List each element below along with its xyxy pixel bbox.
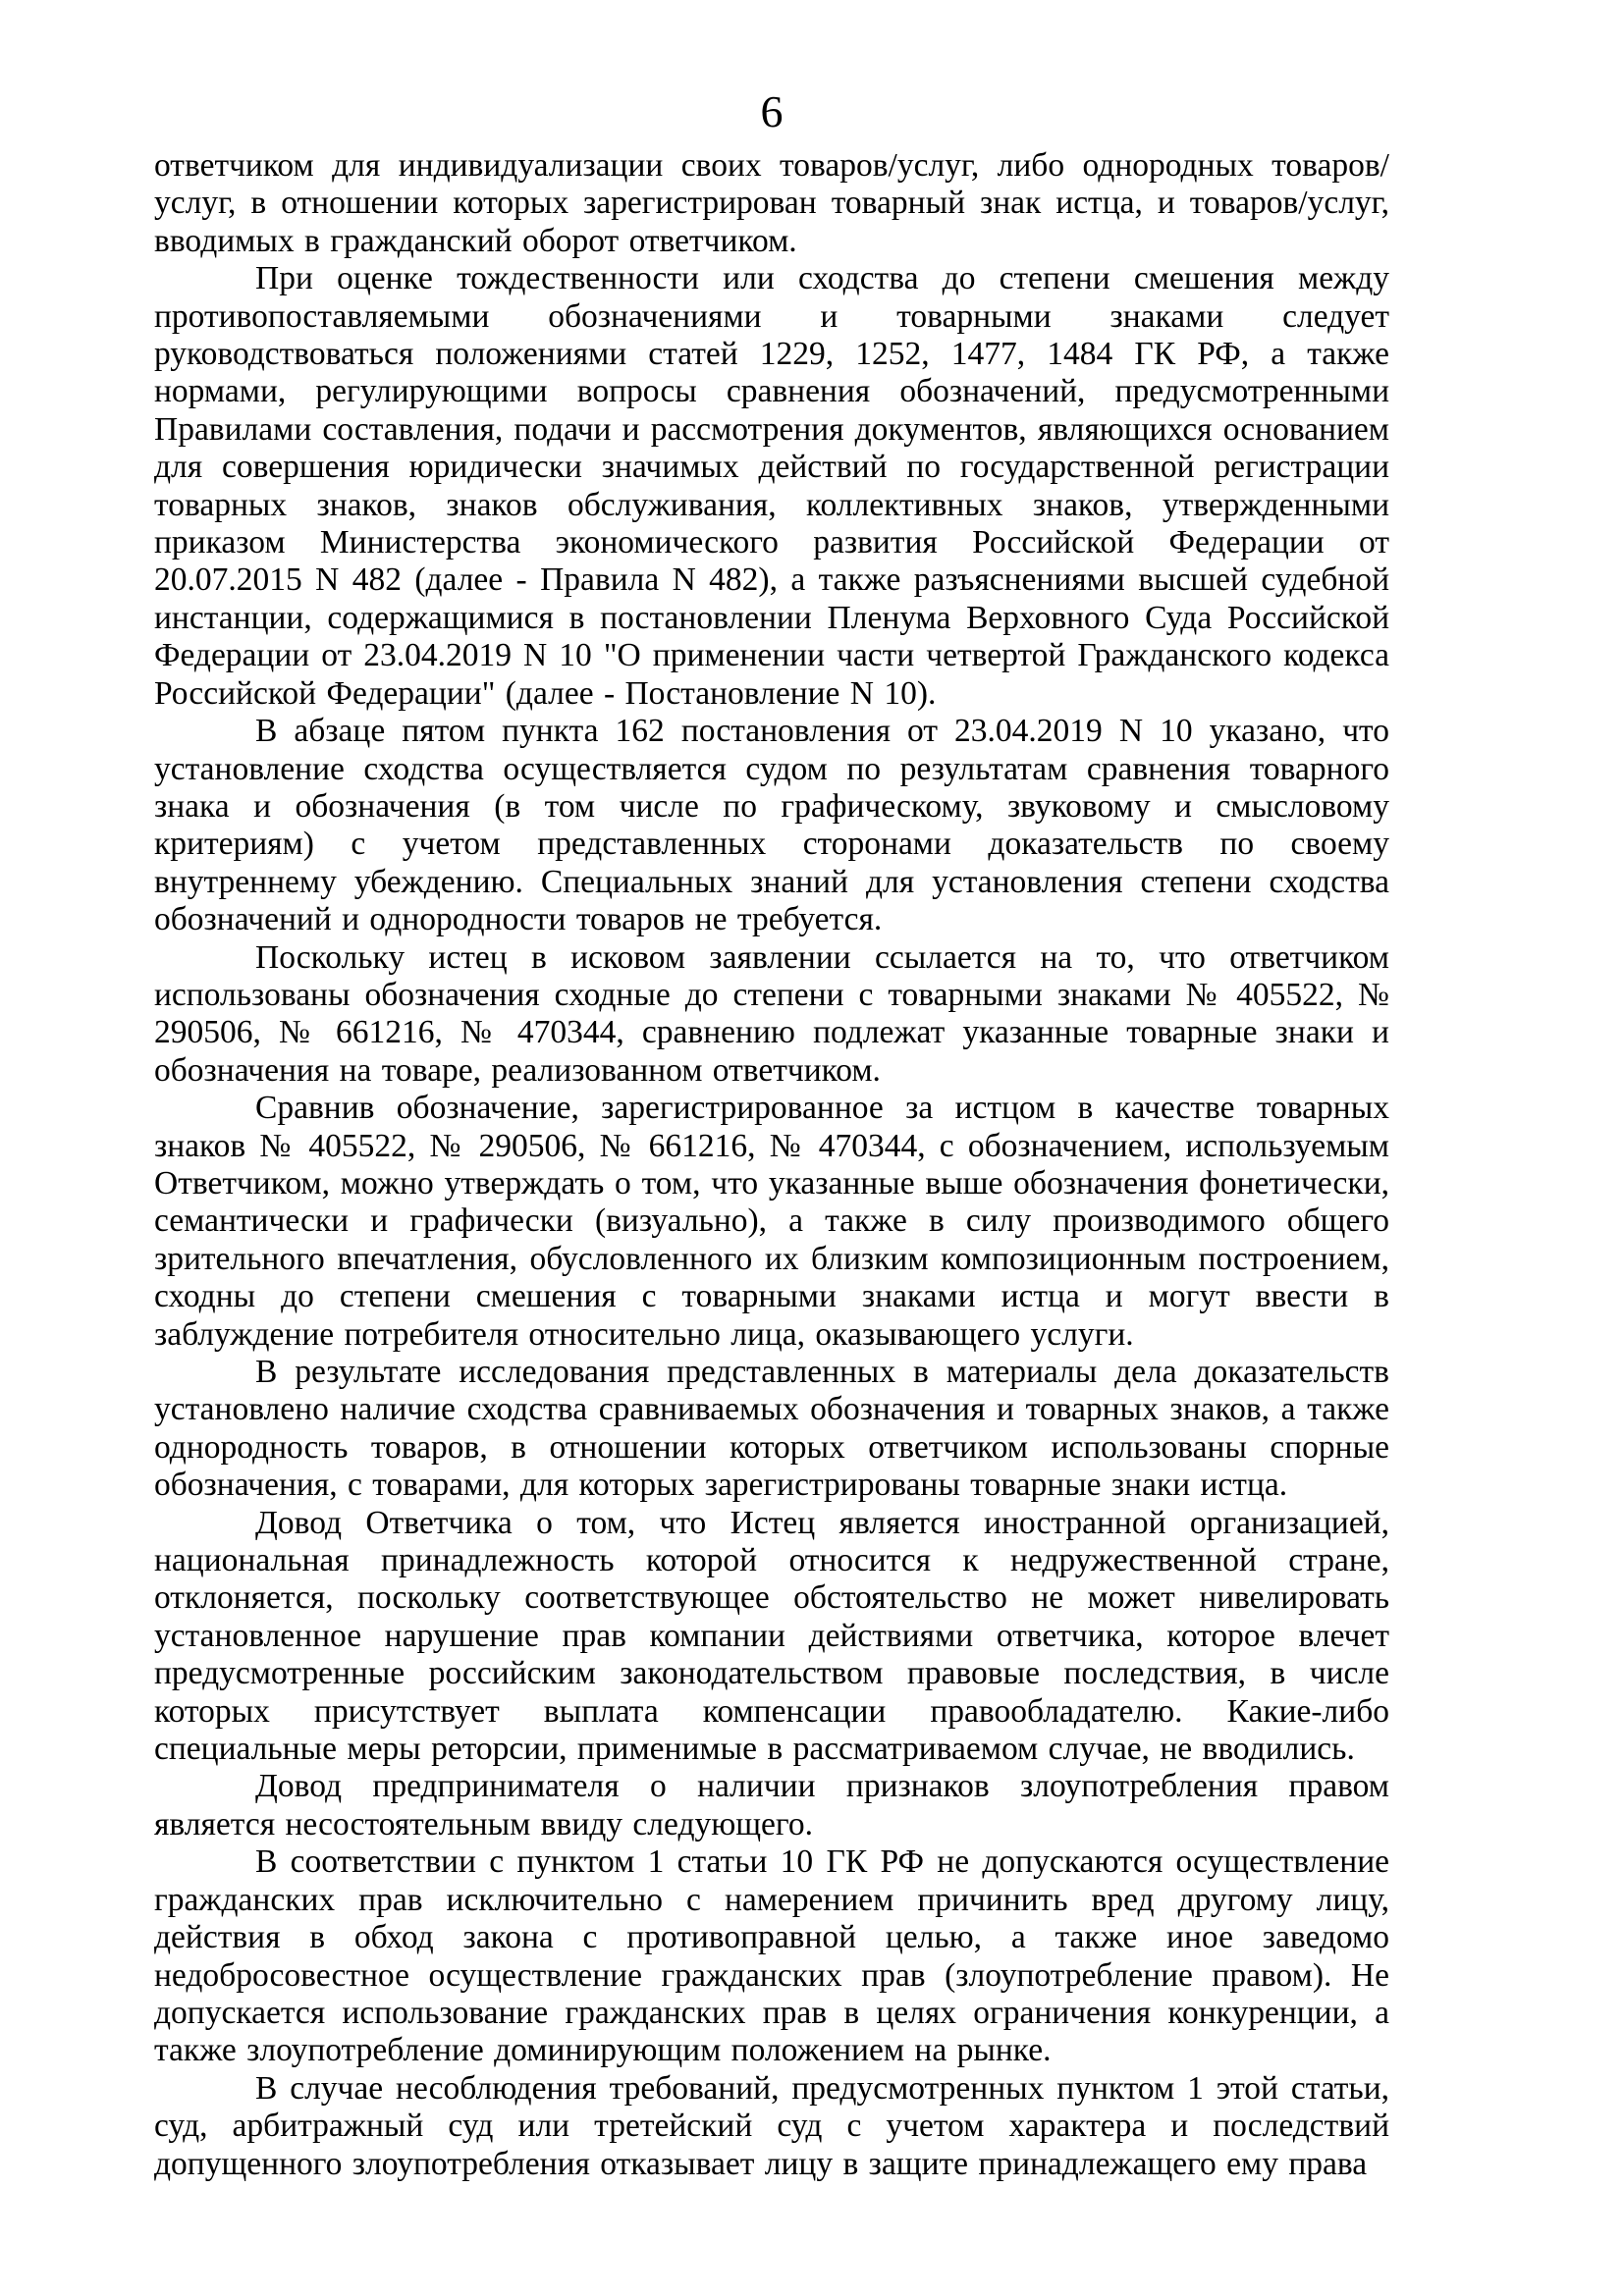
paragraph: В результате исследования представленных в материалы дела доказательств установлено наличие сходства сравниваемых обозначения и товарных знаков, а также однородность товаров, в отношении которых ответчиком использованы спорные обозначения, с товарами, для которых зарегистрированы товарные знаки истца. xyxy=(154,1354,1389,1504)
paragraph: Довод Ответчика о том, что Истец является иностранной организацией, национальная принадлежность которой относится к недружественной стране, отклоняется, поскольку соответствующее обстоятельство не может нивелировать установленное нарушение прав компании действиями ответчика, которое влечет предусмотренные российским законодательством правовые последствия, в числе которых присутствует выплата компенсации правообладателю. Какие-либо специальные меры реторсии, применимые в рассматриваемом случае, не вводились. xyxy=(154,1504,1389,1768)
page-number: 6 xyxy=(760,86,784,136)
paragraph: Довод предпринимателя о наличии признаков злоупотребления правом является несостоятельным ввиду следующего. xyxy=(154,1768,1389,1842)
paragraph: Сравнив обозначение, зарегистрированное за истцом в качестве товарных знаков № 405522, № 290506, № 661216, № 470344, с обозначением, используемым Ответчиком, можно утверждать о том, что указанные выше обозначения фонетически, семантически и графически (визуально), а также в силу производимого общего зрительного впечатления, обусловленного их близким композиционным построением, сходны до степени смешения с товарными знаками истца и могут ввести в заблуждение потребителя относительно лица, оказывающего услуги. xyxy=(154,1090,1389,1353)
paragraph: В соответствии с пунктом 1 статьи 10 ГК РФ не допускаются осуществление гражданских прав исключительно с намерением причинить вред другому лицу, действия в обход закона с противоправной целью, а также иное заведомо недобросовестное осуществление гражданских прав (злоупотребление правом). Не допускается использование гражданских прав в целях ограничения конкуренции, а также злоупотребление доминирующим положением на рынке. xyxy=(154,1843,1389,2069)
paragraph: ответчиком для индивидуализации своих товаров/услуг, либо однородных товаров/услуг, в отношении которых зарегистрирован товарный знак истца, и товаров/услуг, вводимых в гражданский оборот ответчиком. xyxy=(154,147,1389,259)
paragraph: В случае несоблюдения требований, предусмотренных пунктом 1 этой статьи, суд, арбитражный суд или третейский суд с учетом характера и последствий допущенного злоупотребления отказывает лицу в защите принадлежащего ему права xyxy=(154,2069,1389,2182)
paragraph: При оценке тождественности или сходства до степени смешения между противопоставляемыми обозначениями и товарными знаками следует руководствоваться положениями статей 1229, 1252, 1477, 1484 ГК РФ, а также нормами, регулирующими вопросы сравнения обозначений, предусмотренными Правилами составления, подачи и рассмотрения документов, являющихся основанием для совершения юридически значимых действий по государственной регистрации товарных знаков, знаков обслуживания, коллективных знаков, утвержденными приказом Министерства экономического развития Российской Федерации от 20.07.2015 N 482 (далее - Правила N 482), а также разъяснениями высшей судебной инстанции, содержащимися в постановлении Пленума Верховного Суда Российской Федерации от 23.04.2019 N 10 "О применении части четвертой Гражданского кодекса Российской Федерации" (далее - Постановление N 10). xyxy=(154,260,1389,712)
paragraph: Поскольку истец в исковом заявлении ссылается на то, что ответчиком использованы обозначения сходные до степени с товарными знаками № 405522, № 290506, № 661216, № 470344, сравнению подлежат указанные товарные знаки и обозначения на товаре, реализованном ответчиком. xyxy=(154,938,1389,1089)
document-body xyxy=(154,147,1389,2183)
paragraph: В абзаце пятом пункта 162 постановления от 23.04.2019 N 10 указано, что установление сходства осуществляется судом по результатам сравнения товарного знака и обозначения (в том числе по графическому, звуковому и смысловому критериям) с учетом представленных сторонами доказательств по своему внутреннему убеждению. Специальных знаний для установления степени сходства обозначений и однородности товаров не требуется. xyxy=(154,713,1389,938)
